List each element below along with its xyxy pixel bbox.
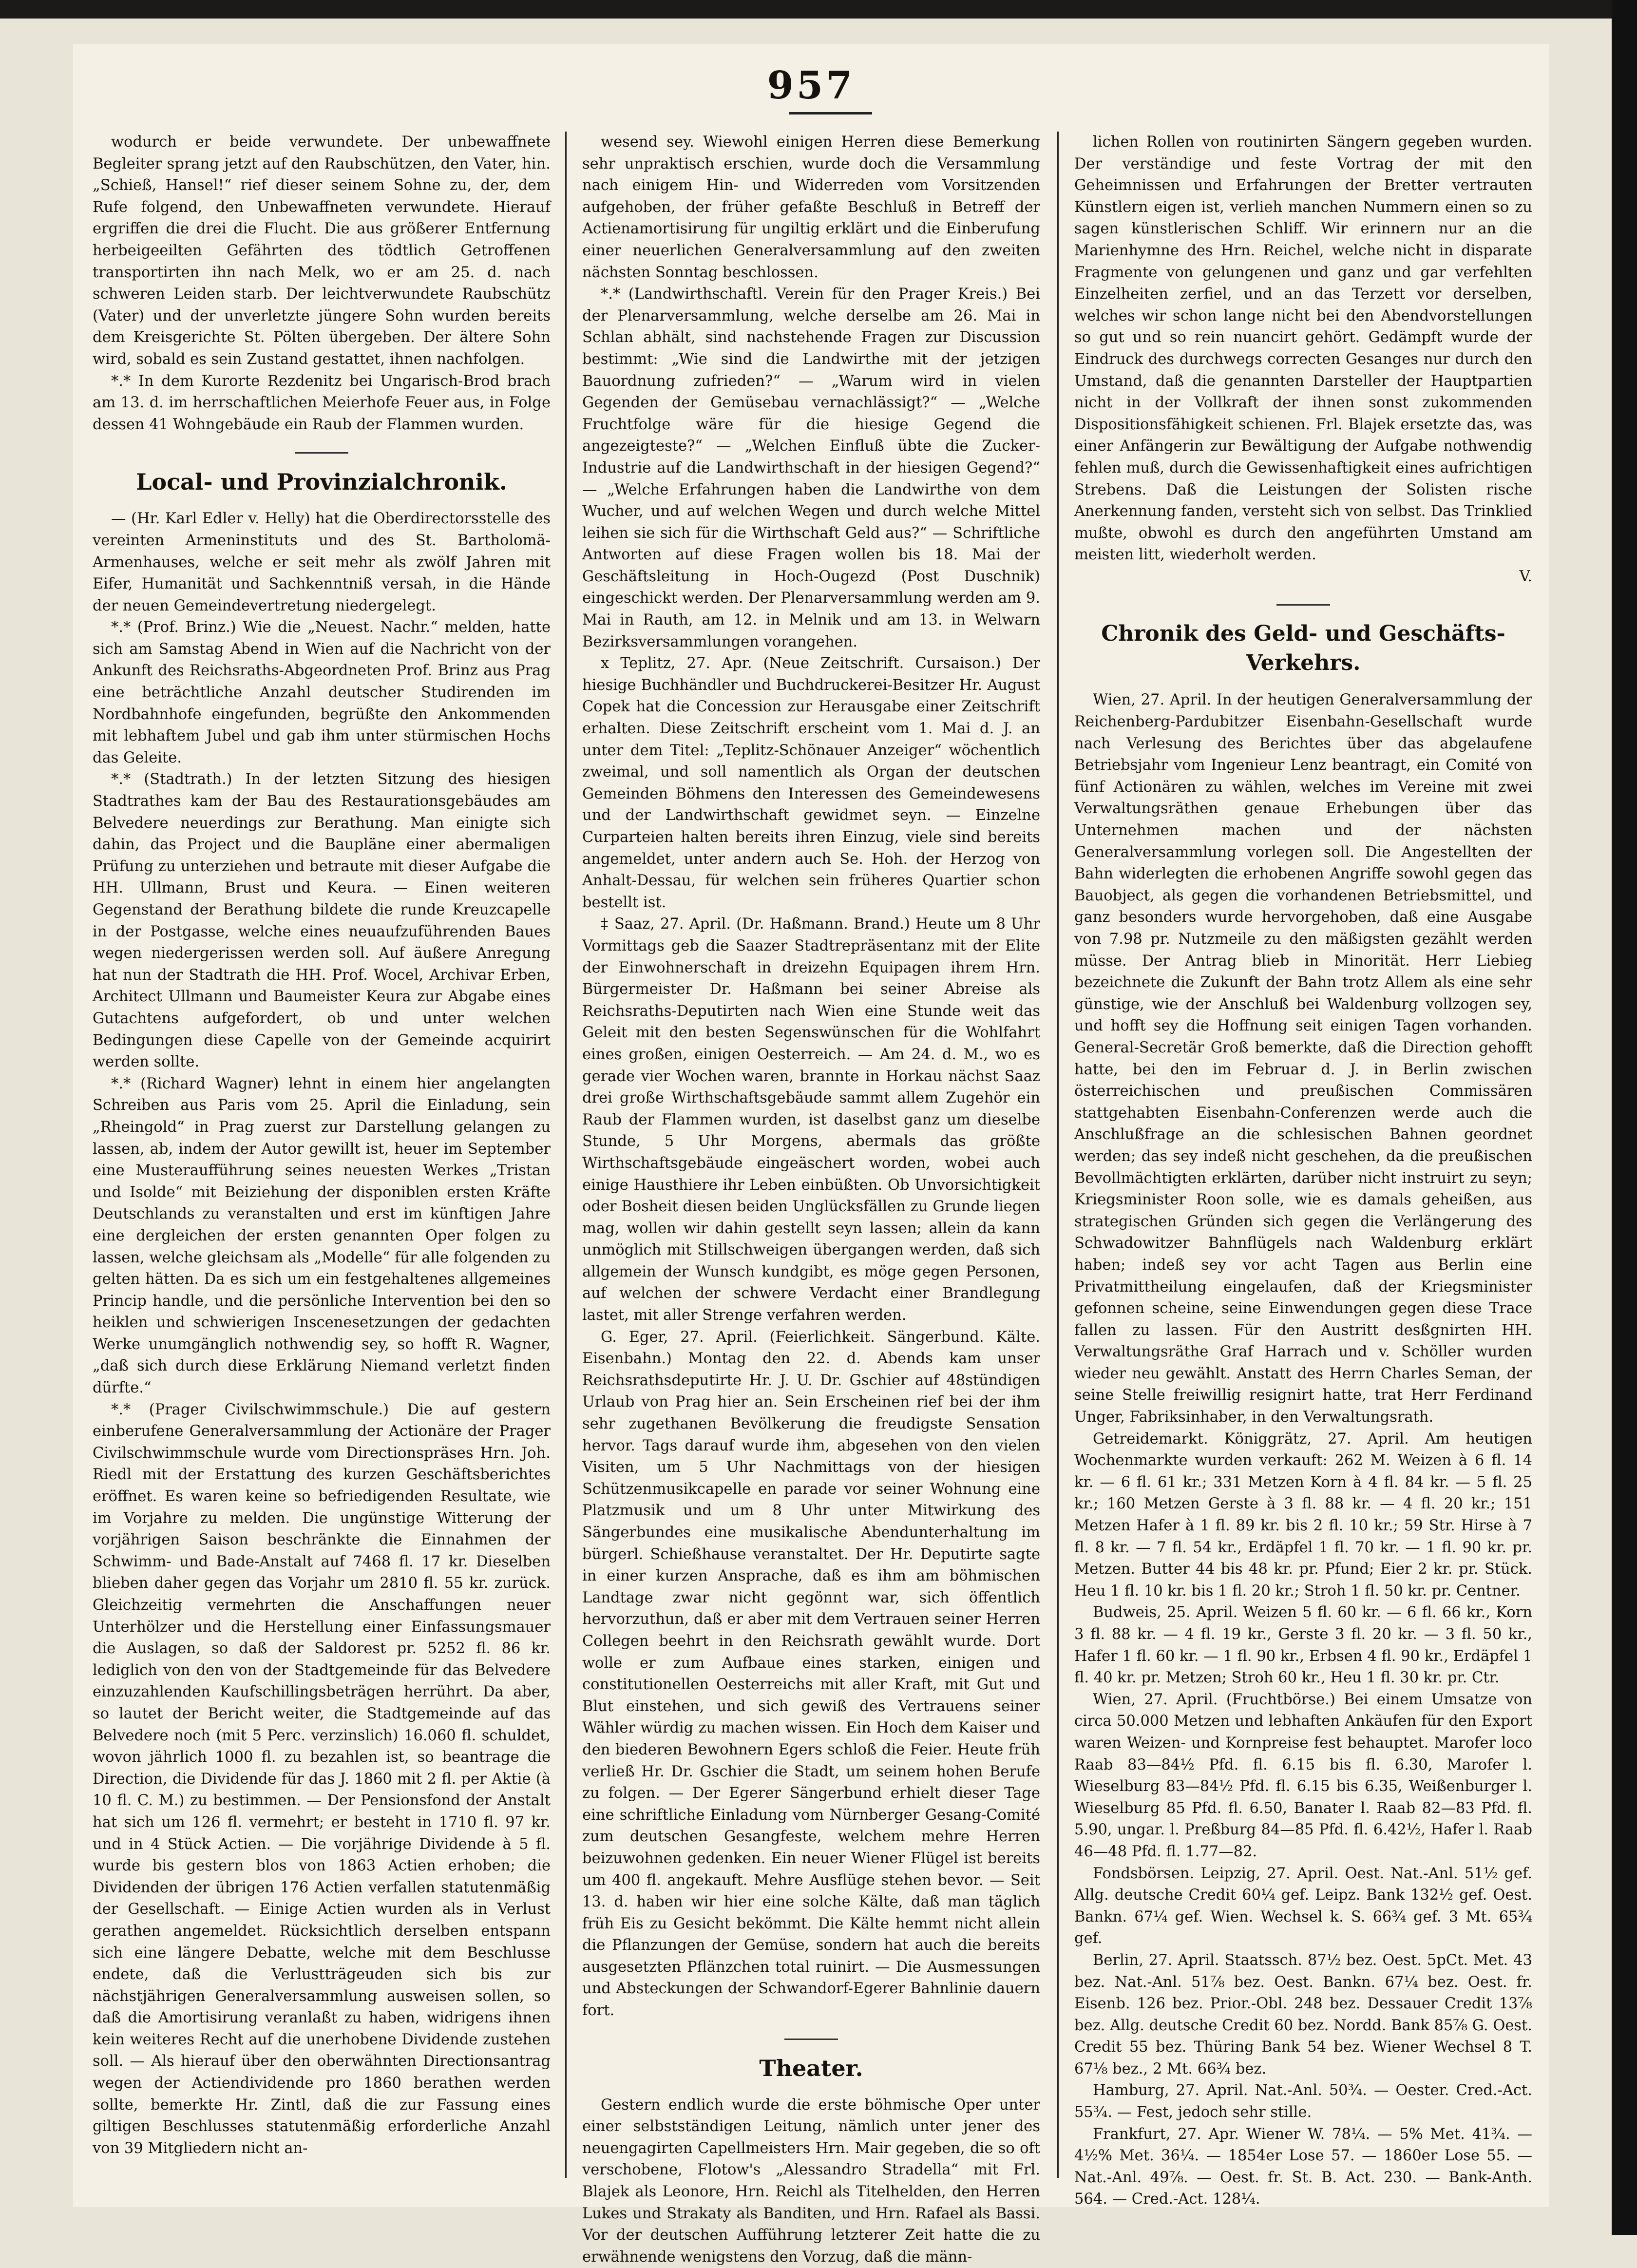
section-rule — [295, 452, 348, 454]
newspaper-page — [73, 44, 1549, 2266]
section-rule — [784, 2039, 838, 2040]
column-divider-1 — [565, 132, 567, 2178]
paragraph: *.* (Richard Wagner) lehnt in einem hier angelangten Schreiben aus Paris vom 25. April die Einladung, sein „Rheingold“ in Prag zuerst zur Darstellung gelangen zu lassen, ab, indem der Autor gewillt ist, heuer im September eine Musteraufführung seines neuesten Werkes „Tristan und Isolde“ mit Beiziehung der disponiblen ersten Kräfte Deutschlands zu veranstalten und erst im künftigen Jahre eine dergleichen der ersten genannten Oper folgen zu lassen, welche gleichsam als „Modelle“ für alle folgenden zu gelten hätten. Da es sich um ein festgehaltenes allgemeines Princip handle, und die persönliche Intervention bei den so heiklen und schwierigen Inscenesetzungen der gedachten Werke unumgänglich nothwendig sey, so hofft R. Wagner, „daß sich durch diese Erklärung Niemand verletzt finden dürfte.“ — [93, 1075, 551, 1397]
scan-border-right — [1612, 0, 1637, 2235]
paragraph: — (Hr. Karl Edler v. Helly) hat die Oberdirectorsstelle des vereinten Armeninstituts und des St. Bartholomä-Armenhauses, welche er seit mehr als zwölf Jahren mit Eifer, Humanität und Sachkenntniß versah, in die Hände der neuen Gemeindevertretung niedergelegt. — [93, 510, 551, 614]
paragraph: Frankfurt, 27. Apr. Wiener W. 78¼. — 5% Met. 41¾. — 4½% Met. 36¼. — 1854er Lose 57. — 1860er Lose 55. — Nat.-Anl. 49⅞. — Oest. fr. St. B. Act. 230. — Bank-Anth. 564. — Cred.-Act. 128¼. — [1074, 2125, 1532, 2208]
scan-border-top — [0, 0, 1637, 19]
paragraph: Gestern endlich wurde die erste böhmische Oper unter einer selbstständigen Leitung, nämlich unter jener des neuengagirten Capellmeisters Hrn. Mair gegeben, die so oft verschobene, Flotow's „Alessandro Stradella“ mit Frl. Blajek als Leonore, Hrn. Reichl als Titelhelden, den Herren Lukes und Strakaty als Banditen, und Hrn. Rafael als Bassi. Vor der deutschen Aufführung letzterer Zeit hatte die zu erwähnende wenigstens den Vorzug, daß die männ- — [582, 2096, 1040, 2266]
paragraph: Fondsbörsen. Leipzig, 27. April. Oest. Nat.-Anl. 51½ gef. Allg. deutsche Credit 60¼ gef. Leipz. Bank 132½ gef. Oest. Bankn. 67¼ gef. Wien. Wechsel k. S. 66¾ gef. 3 Mt. 65¾ gef. — [1074, 1865, 1532, 1947]
paragraph: G. Eger, 27. April. (Feierlichkeit. Sängerbund. Kälte. Eisenbahn.) Montag den 22. d. Abends kam unser Reichsrathsdeputirte Hr. J. U. Dr. Gschier auf 48stündigen Urlaub von Prag hier an. Sein Erscheinen rief bei der ihm sehr zugethanen Bevölkerung die freudigste Sensation hervor. Tags darauf wurde ihm, abgesehen von den vielen Visiten, um 5 Uhr Nachmittags von der hiesigen Schützenmusikcapelle en parade vor seiner Wohnung eine Platzmusik und um 8 Uhr unter Mitwirkung des Sängerbundes eine musikalische Abendunterhaltung im bürgerl. Schießhause veranstaltet. Der Hr. Deputirte sagte in einer kurzen Ansprache, daß es ihm am böhmischen Landtage zwar nicht gegönnt war, sich öffentlich hervorzuthun, daß er aber mit dem Vertrauen seiner Herren Collegen beehrt in den Reichsrath gewählt wurde. Dort wolle er zum Aufbaue eines starken, einigen und constitutionellen Oesterreichs mit aller Kraft, mit Gut und Blut einstehen, und sich gewiß des Vertrauens seiner Wähler würdig zu machen wissen. Ein Hoch dem Kaiser und den biederen Bewohnern Egers schloß die Feier. Heute früh verließ Hr. Dr. Gschier die Stadt, um seinem hohen Berufe zu folgen. — Der Egerer Sängerbund erhielt dieser Tage eine schriftliche Einladung vom Nürnberger Gesang-Comité zum deutschen Gesangfeste, welchem mehre Herren beizuwohnen gedenken. Ein neuer Wiener Flügel ist bereits um 400 fl. angekauft. Mehre Ausflüge stehen bevor. — Seit 13. d. haben wir hier eine solche Kälte, daß man täglich früh Eis zu Gesicht bekömmt. Die Kälte hemmt nicht allein die Pflanzungen der Gemüse, sondern hat auch die bereits ausgesetzten Pflänzchen total ruinirt. — Die Ausmessungen und Absteckungen der Schwandorf-Egerer Bahnlinie dauern fort. — [582, 1328, 1040, 2020]
paragraph: x Teplitz, 27. Apr. (Neue Zeitschrift. Cursaison.) Der hiesige Buchhändler und Buchdruckerei-Besitzer Hr. August Copek hat die Concession zur Herausgabe einer Zeitschrift erhalten. Diese Zeitschrift erscheint vom 1. Mai d. J. an unter dem Titel: „Teplitz-Schönauer Anzeiger“ wöchentlich zweimal, und soll namentlich als Organ der deutschen Gemeinden Böhmens den Interessen des Gemeindewesens und der Landwirthschaft gewidmet seyn. — Einzelne Curparteien halten bereits ihren Einzug, viele sind bereits angemeldet, unter andern auch Se. Hoh. der Herzog von Anhalt-Dessau, für welchen sein früheres Quartier schon bestellt ist. — [582, 655, 1040, 911]
paragraph: Wien, 27. April. In der heutigen Generalversammlung der Reichenberg-Pardubitzer Eisenbahn-Gesellschaft wurde nach Verlesung des Berichtes über das abgelaufene Betriebsjahr vom Ingenieur Lenz beantragt, ein Comité von fünf Actionären zu wählen, welches im Vereine mit zwei Verwaltungsräthen genaue Erhebungen über das Unternehmen machen und der nächsten Generalversammlung vorlegen soll. Die Angestellten der Bahn widerlegten die erhobenen Angriffe sowohl gegen das Bauobject, als gegen die vorhandenen Betriebsmittel, und ganz besonders wurde hervorgehoben, daß eine Ausgabe von 7.98 pr. Nutzmeile zu den mäßigsten gezählt werden müsse. Der Antrag blieb in Minorität. Herr Liebieg bezeichnete die Zukunft der Bahn trotz Allem als eine sehr günstige, wie der Anschluß bei Waldenburg vollzogen sey, und hofft sey die Hoffnung seit einigen Tagen vorhanden. General-Secretär Groß bemerkte, daß die Direction gehofft hatte, bei den im Februar d. J. in Berlin zwischen österreichischen und preußischen Commissären stattgehabten Eisenbahn-Conferenzen werde auch die Anschlußfrage an die schlesischen Bahnen geordnet werden; das sey indeß nicht geschehen, da die preußischen Bevollmächtigten erklärten, darüber nicht instruirt zu seyn; Kriegsminister Roon solle, wie es damals geheißen, aus strategischen Gründen sich gegen die Verlängerung des Schwadowitzer Bahnflügels nach Waldenburg erklärt haben; indeß sey vor acht Tagen aus Berlin eine Privatmittheilung eingelaufen, daß der Kriegsminister gefonnen scheine, seine Einwendungen gegen diese Trace fallen zu lassen. Für den Austritt desßgnirten HH. Verwaltungsräthe Graf Harrach und v. Schöller wurden wieder neu gewählt. Anstatt des Herrn Charles Seman, der seine Stelle freiwillig resignirt hatte, trat Herr Ferdinand Unger, Fabriksinhaber, in den Verwaltungsrath. — [1074, 691, 1532, 1426]
paragraph: wodurch er beide verwundete. Der unbewaffnete Begleiter sprang jetzt auf den Raubschützen, den Vater, hin. „Schieß, Hansel!“ rief dieser seinem Sohne zu, der, dem Rufe folgend, den Unbewaffneten verwundete. Hierauf ergriffen die drei die Flucht. Die aus größerer Entfernung herbeigeeilten Gefährten des tödtlich Getroffenen transportirten ihn nach Melk, wo er am 25. d. nach schweren Leiden starb. Der leichtverwundete Raubschütz (Vater) und der unverletzte jüngere Sohn wurden bereits dem Kreisgerichte St. Pölten übergeben. Der ältere Sohn wird, sobald es sein Zustand gestattet, ihnen nachfolgen. — [93, 133, 551, 368]
section-rule — [1276, 604, 1330, 606]
section-heading-theater: Theater. — [759, 2055, 863, 2081]
paragraph: wesend sey. Wiewohl einigen Herren diese Bemerkung sehr unpraktisch erschien, wurde doch die Versammlung nach einigem Hin- und Widerreden vom Vorsitzenden aufgehoben, der früher gefaßte Beschluß in Betreff der Actienamortisirung für ungiltig erklärt und die Einberufung einer neuerlichen Generalversammlung auf den zweiten nächsten Sonntag beschlossen. — [582, 133, 1040, 281]
paragraph: Berlin, 27. April. Staatssch. 87½ bez. Oest. 5pCt. Met. 43 bez. Nat.-Anl. 51⅞ bez. Oest. Bankn. 67¼ bez. Oest. fr. Eisenb. 126 bez. Prior.-Obl. 248 bez. Dessauer Credit 13⅞ bez. Allg. deutsche Credit 60 bez. Nordd. Bank 85⅞ G. Oest. Credit 55 bez. Thüring Bank 54 bez. Wiener Wechsel 8 T. 67⅛ bez., 2 Mt. 66¾ bez. — [1074, 1951, 1532, 2077]
section-heading-money-business-chronicle: Chronik des Geld- und Geschäfts-Verkehrs. — [1101, 621, 1505, 676]
page-number: 957 — [767, 63, 856, 108]
paragraph: Budweis, 25. April. Weizen 5 fl. 60 kr. — 6 fl. 66 kr., Korn 3 fl. 88 kr. — 4 fl. 19 kr., Gerste 3 fl. 20 kr. — 3 fl. 50 kr., Hafer 1 fl. 60 kr. — 1 fl. 90 kr., Erbsen 4 fl. 90 kr., Erdäpfel 1 fl. 40 kr. pr. Metzen; Stroh 60 kr., Heu 1 fl. 30 kr. pr. Ctr. — [1074, 1604, 1532, 1687]
page-number-underline — [789, 112, 872, 114]
paragraph: *.* (Stadtrath.) In der letzten Sitzung des hiesigen Stadtrathes kam der Bau des Restaurationsgebäudes am Belvedere neuerdings zur Berathung. Man einigte sich dahin, das Project und die Baupläne einer abermaligen Prüfung zu unterziehen und betraute mit dieser Aufgabe die HH. Ullmann, Brust und Keura. — Einen weiteren Gegenstand der Berathung bildete die runde Kreuzcapelle in der Postgasse, welche eines neuaufzuführenden Baues wegen niedergerissen werden soll. Auf äußere Anregung hat nun der Stadtrath die HH. Prof. Wocel, Archivar Erben, Architect Ullmann und Baumeister Keura zur Abgabe eines Gutachtens aufgefordert, ob und unter welchen Bedingungen diese Capelle von der Gemeinde acquirirt werden sollte. — [93, 771, 551, 1071]
paragraph: lichen Rollen von routinirten Sängern gegeben wurden. Der verständige und feste Vortrag der mit den Geheimnissen und Erfahrungen der Bretter vertrauten Künstlern eigen ist, verlieh manchen Nummern einen so zu sagen künstlerischen Schliff. Wir erinnern nur an die Marienhymne des Hrn. Reichel, welche nicht in disparate Fragmente von gelungenen und ganz und gar verfehlten Einzelheiten zerfiel, und an das Terzett vor derselben, welches wir schon lange nicht bei den Abendvorstellungen so gut und so rein nuancirt gehört. Gedämpft wurde der Eindruck des durchwegs correcten Gesanges nur durch den Umstand, daß die genannten Darsteller der Hauptpartien nicht in der Vollkraft der ihnen sonst zukommenden Dispositionsfähigkeit schienen. Frl. Blajek ersetzte das, was einer Anfängerin zur Bewältigung der Aufgabe nothwendig fehlen muß, durch die Gewissenhaftigkeit eines aufrichtigen Strebens. Daß die Leistungen der Solisten rische Anerkennung fanden, versteht sich von selbst. Das Trinklied mußte, obwohl es durch den angeführten Umstand am meisten litt, wiederholt werden. — [1074, 133, 1532, 564]
paragraph: Wien, 27. April. (Fruchtbörse.) Bei einem Umsatze von circa 50.000 Metzen und lebhaften Ankäufen für den Export waren Weizen- und Kornpreise fest behauptet. Marofer loco Raab 83—84½ Pfd. fl. 6.15 bis fl. 6.30, Marofer l. Wieselburg 83—84½ Pfd. fl. 6.15 bis 6.35, Weißenburger l. Wieselburg 85 Pfd. fl. 6.50, Banater l. Raab 82—83 Pfd. fl. 5.90, ungar. l. Preßburg 84—85 Pfd. fl. 6.42½, Hafer l. Raab 46—48 Pfd. fl. 1.77—82. — [1074, 1691, 1532, 1860]
column-divider-2 — [1057, 132, 1059, 2178]
paragraph: Getreidemarkt. Königgrätz, 27. April. Am heutigen Wochenmarkte wurden verkauft: 262 M. Weizen à 6 fl. 14 kr. — 6 fl. 61 kr.; 331 Metzen Korn à 4 fl. 84 kr. — 5 fl. 25 kr.; 160 Metzen Gerste à 3 fl. 88 kr. — 4 fl. 20 kr.; 151 Metzen Hafer à 1 fl. 89 kr. bis 2 fl. 10 kr.; 59 Str. Hirse à 7 fl. 8 kr. — 7 fl. 54 kr., Erdäpfel 1 fl. 70 kr. — 1 fl. 90 kr. pr. Metzen. Butter 44 bis 48 kr. pr. Pfund; Eier 2 kr. pr. Stück. Heu 1 fl. 10 kr. bis 1 fl. 20 kr.; Stroh 1 fl. 50 kr. pr. Centner. — [1074, 1430, 1532, 1600]
column-2 — [582, 132, 1040, 2266]
paragraph: ‡ Saaz, 27. April. (Dr. Haßmann. Brand.) Heute um 8 Uhr Vormittags geb die Saazer Stadtrepräsentanz mit der Elite der Einwohnerschaft in dreizehn Equipagen ihrem Hrn. Bürgermeister Dr. Haßmann bei seiner Abreise als Reichsraths-Deputirten nach Wien eine Stunde weit das Geleit mit den besten Segenswünschen für die Wohlfahrt eines großen, einigen Oesterreich. — Am 24. d. M., wo es gerade vier Wochen waren, brannte in Horkau nächst Saaz drei große Wirthschaftsgebäude sammt allem Zugehör ein Raub der Flammen wurden, ist daselbst ganz um dieselbe Stunde, 5 Uhr Morgens, abermals das größte Wirthschaftsgebäude eingeäschert worden, wobei auch einige Hausthiere ihr Leben einbüßten. Ob Unvorsichtigkeit oder Bosheit diesen beiden Unglücksfällen zu Grunde liegen mag, wollen wir dahin gestellt seyn lassen; allein da kann unmöglich mit Stillschweigen übergangen werden, daß sich allgemein der Wunsch kundgibt, es möge gegen Personen, auf welchen der schwere Verdacht einer Brandlegung lastet, mit aller Strenge verfahren werden. — [582, 915, 1040, 1324]
column-3 — [1074, 132, 1532, 2208]
paragraph: *.* (Prager Civilschwimmschule.) Die auf gestern einberufene Generalversammlung der Actionäre der Prager Civilschwimmschule wurde vom Directionspräses Hrn. Joh. Riedl mit der Erstattung des kurzen Geschäftsberichtes eröffnet. Es waren keine so befriedigenden Resultate, wie im Vorjahre zu melden. Die ungünstige Witterung der vorjährigen Saison beschränkte die Einnahmen der Schwimm- und Bade-Anstalt auf 7468 fl. 17 kr. Dieselben blieben daher gegen das Vorjahr um 2810 fl. 55 kr. zurück. Gleichzeitig vermehrten die Anschaffungen neuer Unterhölzer und die Herstellung einer Einfassungsmauer die Auslagen, so daß der Saldorest pr. 5252 fl. 86 kr. lediglich von den von der Stadtgemeinde für das Belvedere einzuzahlenden Kaufschillingsbeträgen herrührt. Da aber, so lautet der Bericht weiter, die Stadtgemeinde auf das Belvedere noch (mit 5 Perc. verzinslich) 16.060 fl. schuldet, wovon jährlich 1000 fl. zu bezahlen ist, so beantrage die Direction, die Dividende für das J. 1860 mit 2 fl. per Aktie (à 10 fl. C. M.) zu bestimmen. — Der Pensionsfond der Anstalt hat sich um 126 fl. vermehrt; er besteht in 1710 fl. 97 kr. und in 4 Stück Actien. — Die vorjährige Dividende à 5 fl. wurde bis gestern blos von 1863 Actien erhoben; die Dividenden der übrigen 176 Actien verfallen statutenmäßig der Gesellschaft. — Einige Actien wurden als in Verlust gerathen angemeldet. Rücksichtlich derselben entspann sich eine längere Debatte, welche mit dem Beschlusse endete, daß die Verlustträgeuden sich bis zur nächstjährigen Generalversammlung ausweisen sollen, so daß die Amortisirung veranlaßt zu haben, widrigens ihnen kein weiteres Recht auf die unerhobene Dividende zustehen soll. — Als hierauf über den oberwähnten Directionsantrag wegen der Actiendividende pro 1860 berathen werden sollte, bemerkte Hr. Zintl, daß die zur Fassung eines giltigen Beschlusses statutenmäßig erforderliche Anzahl von 39 Mitgliedern nicht an- — [93, 1401, 551, 2157]
paragraph: Hamburg, 27. April. Nat.-Anl. 50¾. — Oester. Cred.-Act. 55¾. — Fest, jedoch sehr stille. — [1074, 2082, 1532, 2121]
paragraph: *.* (Landwirthschaftl. Verein für den Prager Kreis.) Bei der Plenarversammlung, welche derselbe am 26. Mai in Schlan abhält, sind nachstehende Fragen zur Discussion bestimmt: „Wie sind die Landwirthe mit der jetzigen Bauordnung zufrieden?“ — „Warum wird in vielen Gegenden der Gemüsebau vernachlässigt?“ — „Welche Fruchtfolge wäre für die hiesige Gegend die angezeigteste?“ — „Welchen Einfluß übte die Zucker-Industrie auf die Landwirthschaft in der hiesigen Gegend?“ — „Welche Erfahrungen haben die Landwirthe von dem Wucher, und auf welchen Wegen und durch welche Mittel leihen sie sich für die Wirthschaft Geld aus?“ — Schriftliche Antworten auf diese Fragen wollen bis 18. Mai der Geschäftsleitung in Hoch-Ougezd (Post Duschnik) eingeschickt werden. Der Plenarversammlung werden am 9. Mai in Rauth, am 12. in Melnik und am 13. in Welwarn Bezirksversammlungen vorangehen. — [582, 286, 1040, 650]
section-heading-local-chronicle: Local- und Provinzialchronik. — [136, 469, 507, 496]
paragraph: *.* (Prof. Brinz.) Wie die „Neuest. Nachr.“ melden, hatte sich am Samstag Abend in Wien auf die Nachricht von der Ankunft des Reichsraths-Abgeordneten Prof. Brinz aus Prag eine beträchtliche Anzahl deutscher Studirenden im Nordbahnhofe eingefunden, begrüßte den Ankommenden mit lebhaftem Jubel und gab ihm unter stürmischen Hochs das Geleite. — [93, 619, 551, 766]
paragraph: *.* In dem Kurorte Rezdenitz bei Ungarisch-Brod brach am 13. d. im herrschaftlichen Meierhofe Feuer aus, in Folge dessen 41 Wohngebäude ein Raub der Flammen wurden. — [93, 372, 551, 433]
author-signature: V. — [1519, 568, 1532, 585]
column-1 — [93, 132, 551, 2178]
